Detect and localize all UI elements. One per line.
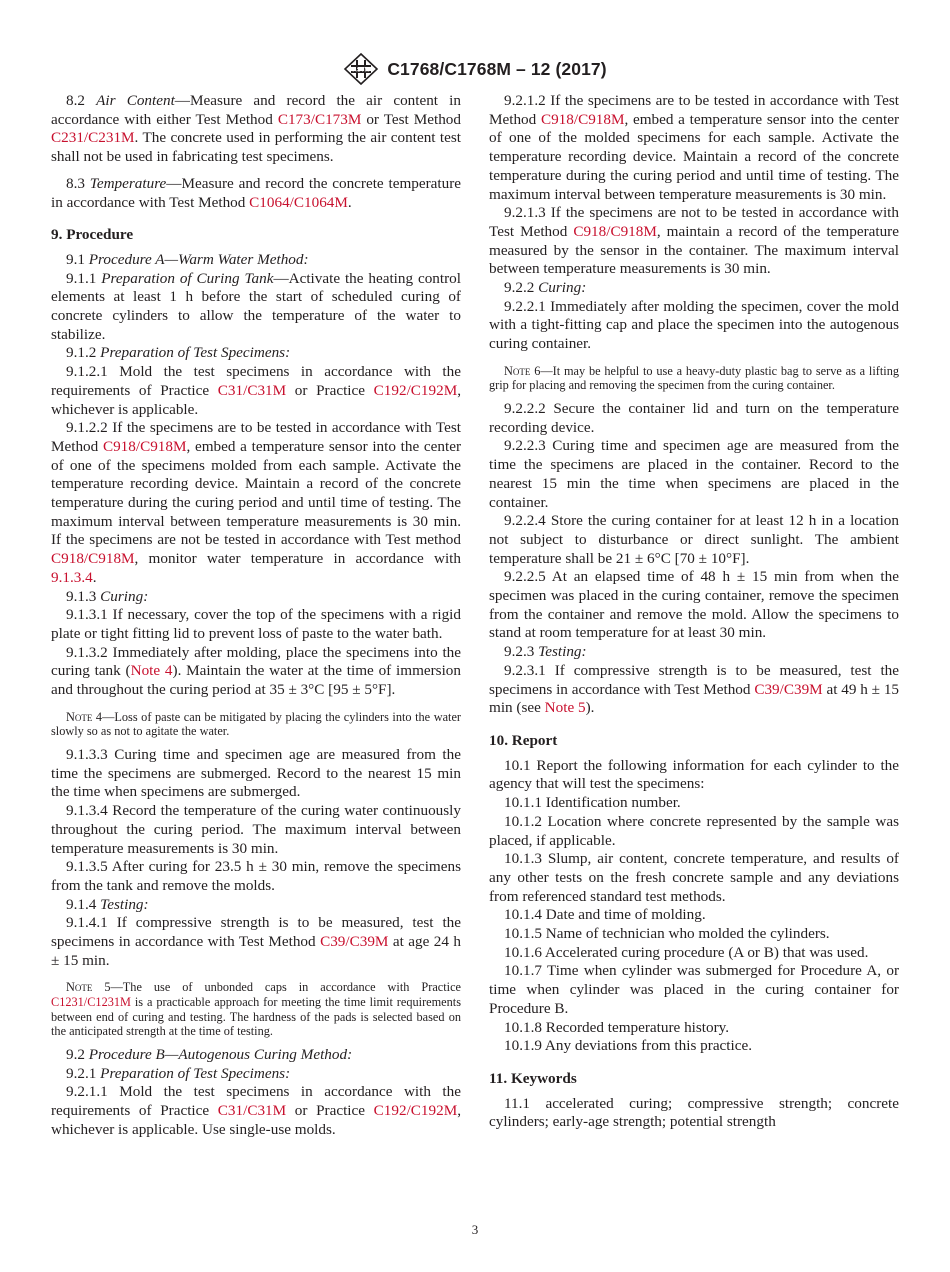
para-9-2-3: 9.2.3 Testing: <box>504 643 587 661</box>
ref-c39[interactable]: C39/C39M <box>754 680 823 698</box>
ref-c192[interactable]: C192/C192M <box>373 381 458 399</box>
ref-c918[interactable]: C918/C918M <box>573 222 657 240</box>
para-9-1-3: 9.1.3 Curing: <box>66 587 149 605</box>
section-9-heading: 9. Procedure <box>51 226 134 244</box>
section-10-heading: 10. Report <box>489 731 558 749</box>
ref-c39[interactable]: C39/C39M <box>320 933 389 951</box>
ref-c173[interactable]: C173/C173M <box>277 110 362 128</box>
section-11-heading: 11. Keywords <box>489 1069 577 1087</box>
para-11-1: 11.1 accelerated curing; compressive strength; concrete cylinders; early-age strength; potential strength <box>489 1094 899 1131</box>
left-column <box>51 92 461 1139</box>
page-header <box>0 52 950 86</box>
ref-c918[interactable]: C918/C918M <box>51 550 135 568</box>
para-9-1-3-4: 9.1.3.4 Record the temperature of the curing water continuously throughout the curing period. The maximum interval between temperature measurements is 30 min. <box>51 802 461 857</box>
note-6: Note 6—It may be helpful to use a heavy-duty plastic bag to serve as a lifting grip for placing and removing the specimen from the curing container. <box>489 363 899 393</box>
ref-c1231[interactable]: C1231/C1231M <box>51 995 131 1010</box>
para-8-2: 8.2 Air Content—Measure and record the air content in accordance with either Test Method C173/C173M or Test Method C231/C231M. The concrete used in performing the air content test shall not be used in fabricating test specimens. <box>51 92 461 166</box>
ref-c192[interactable]: C192/C192M <box>373 1101 458 1119</box>
para-9-2-2-4: 9.2.2.4 Store the curing container for at least 12 h in a location not subject to disturbance or direct sunlight. The ambient temperature shall be 21 ± 6°C [70 ± 10°F]. <box>489 512 899 567</box>
astm-logo-icon <box>343 52 379 86</box>
para-9-2-2-5: 9.2.2.5 At an elapsed time of 48 h ± 15 min from when the specimen was placed in the curing container, remove the specimen from the container and remove the mold. Allow the specimens to stand at room temperature for at least 30 min. <box>489 568 899 642</box>
para-9-2: 9.2 Procedure B—Autogenous Curing Method: <box>66 1045 353 1063</box>
para-10-1-5: 10.1.5 Name of technician who molded the cylinders. <box>504 925 830 943</box>
right-column <box>489 92 899 1132</box>
para-9-2-2-3: 9.2.2.3 Curing time and specimen age are measured from the time the specimens are placed in the container. Record to the nearest 15 min the time when specimens are placed in the container. <box>489 437 899 511</box>
para-9-1-3-3: 9.1.3.3 Curing time and specimen age are measured from the time the specimens are submerged. Record to the nearest 15 min the time when specimens are submerged. <box>51 745 461 801</box>
note-4: Note 4—Loss of paste can be mitigated by placing the cylinders into the water slowly so as not to agitate the water. <box>51 709 461 739</box>
para-10-1-6: 10.1.6 Accelerated curing procedure (A or B) that was used. <box>504 943 869 961</box>
para-10-1-8: 10.1.8 Recorded temperature history. <box>504 1018 730 1036</box>
para-9-1-2-1: 9.1.2.1 Mold the test specimens in accordance with the requirements of Practice C31/C31M or Practice C192/C192M, whichever is applicable. <box>51 363 462 418</box>
para-9-2-2-2: 9.2.2.2 Secure the container lid and turn on the temperature recording device. <box>489 400 899 436</box>
para-9-2-3-1: 9.2.3.1 If compressive strength is to be measured, test the specimens in accordance with Test Method C39/C39M at 49 h ± 15 min (see Note 5). <box>489 661 900 717</box>
para-9-1-3-5: 9.1.3.5 After curing for 23.5 h ± 30 min, remove the specimens from the tank and remove the molds. <box>51 858 461 894</box>
document-designation: C1768/C1768M – 12 (2017) <box>387 58 607 79</box>
para-9-1-3-1: 9.1.3.1 If necessary, cover the top of the specimens with a rigid plate or tight fitting lid to prevent loss of paste to the water bath. <box>51 606 461 642</box>
ref-c918[interactable]: C918/C918M <box>540 110 625 128</box>
para-9-2-2: 9.2.2 Curing: <box>504 279 587 297</box>
ref-c918[interactable]: C918/C918M <box>102 437 187 455</box>
para-10-1: 10.1 Report the following information for each cylinder to the agency that will test the specimens: <box>489 756 899 793</box>
para-9-2-1-3: 9.2.1.3 If the specimens are not to be tested in accordance with Test Method C918/C918M, maintain a record of the temperature measured by the sensor in the container. The maximum interval between temperature measurements is 30 min. <box>489 204 899 278</box>
para-10-1-9: 10.1.9 Any deviations from this practice. <box>504 1037 753 1055</box>
para-9-1-4: 9.1.4 Testing: <box>66 895 149 913</box>
para-9-1-1: 9.1.1 Preparation of Curing Tank—Activate the heating control elements at least 1 h before the start of scheduled curing of concrete cylinders to allow the temperature of the water to stabilize. <box>51 269 461 343</box>
note-5: Note 5—The use of unbonded caps in accordance with Practice C1231/C1231M is a practicable approach for meeting the time limit requirements between end of curing and testing. The hardness of the pads is selected based on the anticipated strength at the time of testing. <box>51 980 461 1039</box>
para-9-1-4-1: 9.1.4.1 If compressive strength is to be measured, test the specimens in accordance with Test Method C39/C39M at age 24 h ± 15 min. <box>51 914 461 969</box>
ref-note-5[interactable]: Note 5 <box>544 699 586 717</box>
para-10-1-3: 10.1.3 Slump, air content, concrete temperature, and results of any other tests on the fresh concrete sample and any deviations from referenced standard test methods. <box>489 850 899 905</box>
para-10-1-2: 10.1.2 Location where concrete represented by the sample was placed, if applicable. <box>489 812 899 849</box>
ref-c1064[interactable]: C1064/C1064M <box>249 193 348 211</box>
para-9-2-1-2: 9.2.1.2 If the specimens are to be tested in accordance with Test Method C918/C918M, embed a temperature sensor into the center of one of the molded specimens for each sample. Activate the temperature recording device. Maintain a record of the concrete temperature during the curing period and until time of testing. The maximum interval between temperature measurements is 30 min. <box>489 92 900 203</box>
logo-text: ASTM <box>352 67 370 74</box>
para-9-1-2-2: 9.1.2.2 If the specimens are to be tested in accordance with Test Method C918/C918M, embed a temperature sensor into the center of one of the specimens molded from each sample. Activate the temperature recording device. Maintain a record of the concrete temperature during the curing period and until time of testing. The maximum interval between temperature measurements is 30 min. If the specimens are not be tested in accordance with Test method C918/C918M, monitor water temperature in accordance with 9.1.3.4. <box>51 419 462 586</box>
ref-note-4[interactable]: Note 4 <box>130 662 173 680</box>
para-10-1-1: 10.1.1 Identification number. <box>504 794 681 812</box>
ref-c31[interactable]: C31/C31M <box>217 1101 287 1119</box>
para-10-1-4: 10.1.4 Date and time of molding. <box>504 906 706 924</box>
para-10-1-7: 10.1.7 Time when cylinder was submerged for Procedure A, or time when cylinder was placed in the curing container for Procedure B. <box>489 962 899 1017</box>
para-9-2-1: 9.2.1 Preparation of Test Specimens: <box>66 1064 291 1082</box>
para-9-2-2-1: 9.2.2.1 Immediately after molding the specimen, cover the mold with a tight-fitting cap and place the specimen into the autogenous curing container. <box>489 297 899 353</box>
para-9-1-2: 9.1.2 Preparation of Test Specimens: <box>66 344 291 362</box>
para-9-1-3-2: 9.1.3.2 Immediately after molding, place the specimens into the curing tank (Note 4). Maintain the water at the time of immersion and throughout the curing period at 35 ± 3°C [95 ± 5°F]. <box>51 643 461 699</box>
para-9-1: 9.1 Procedure A—Warm Water Method: <box>66 250 309 268</box>
page-number: 3 <box>471 1222 479 1237</box>
para-9-2-1-1: 9.2.1.1 Mold the test specimens in accordance with the requirements of Practice C31/C31M or Practice C192/C192M, whichever is applicable. Use single-use molds. <box>51 1083 462 1138</box>
para-8-3: 8.3 Temperature—Measure and record the concrete temperature in accordance with Test Method C1064/C1064M. <box>51 174 461 211</box>
ref-c31[interactable]: C31/C31M <box>217 381 287 399</box>
ref-c231[interactable]: C231/C231M <box>51 129 135 147</box>
ref-9-1-3-4[interactable]: 9.1.3.4 <box>51 568 93 586</box>
